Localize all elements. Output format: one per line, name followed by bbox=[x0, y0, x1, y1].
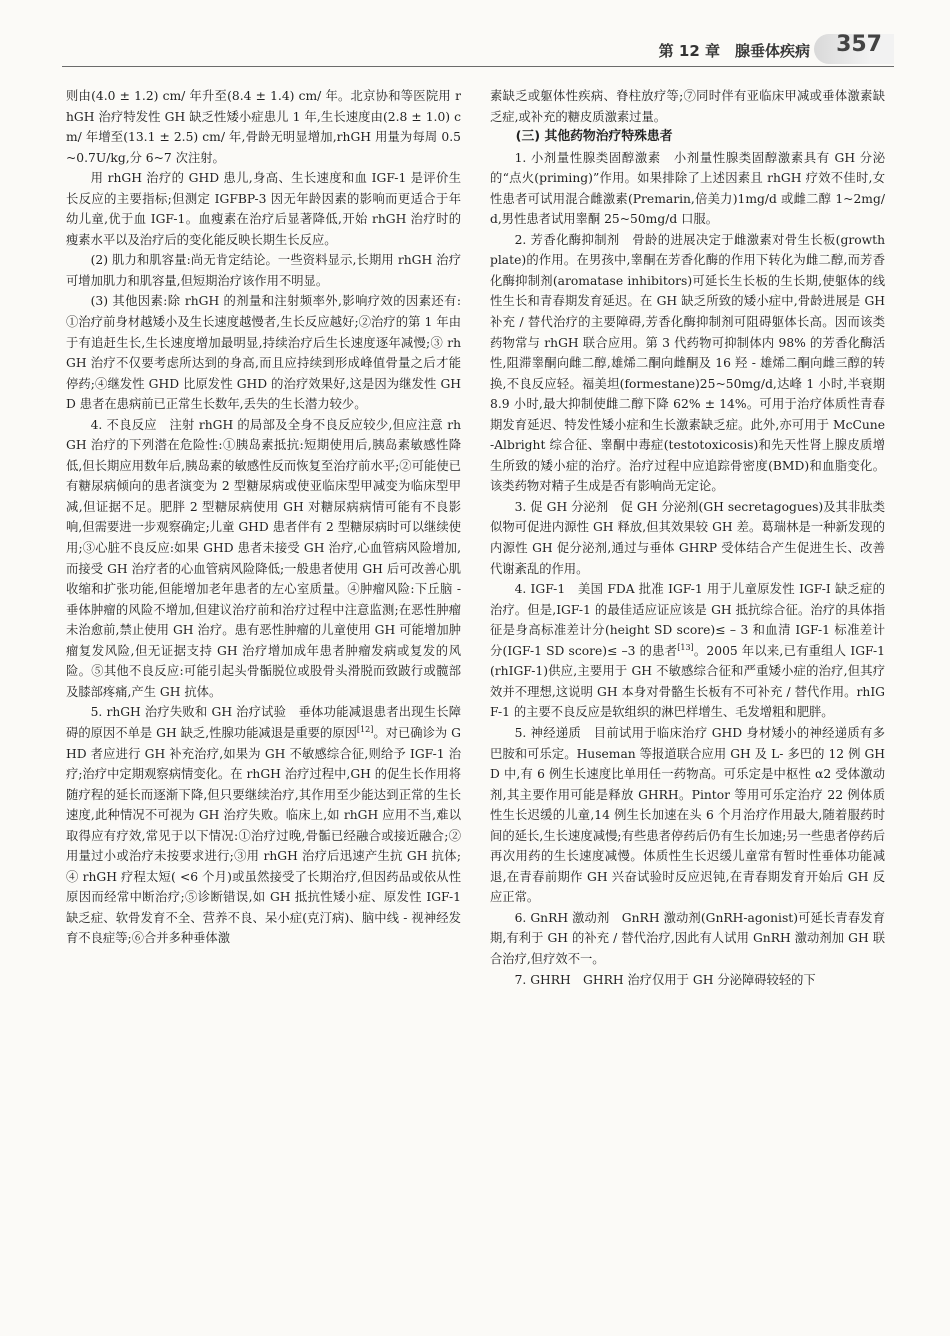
paragraph bbox=[66, 702, 461, 949]
paragraph: 5. 神经递质 目前试用于临床治疗 GHD 身材矮小的神经递质有多巴胺和可乐定。Huseman 等报道联合应用 GH 及 L- 多巴的 12 例 GHD 中,有 6 例生长速度比单用任一药物高。可乐定是中枢性 α2 受体激动剂,其主要作用可能是释放 GHRH。Pintor 等用可乐定治疗 22 例体质性生长迟缓的儿童,14 例生长加速在头 6 个月治疗作用最大,随着服药时间的延长,生长速度减慢;有些患者停药后仍有生长加速;另一些患者停药后再次用药的生长速度减慢。体质性生长迟缓儿童常有暂时性垂体功能减退,在青春前期作 GH 兴奋试验时反应迟钝,在青春期发育开始后 GH 反应正常。 bbox=[490, 725, 885, 905]
paragraph: 用 rhGH 治疗的 GHD 患儿,身高、生长速度和血 IGF-1 是评价生长反应的主要指标;但测定 IGFBP-3 因无年龄因素的影响而更适合于年幼儿童,优于血 IGF-1。血瘦素在治疗后显著降低,开始 rhGH 治疗时的瘦素水平以及治疗后的变化能反映长期生长反应。 bbox=[66, 171, 461, 247]
paragraph-text: 5. rhGH 治疗失败和 GH 治疗试验 垂体功能减退患者出现生长障碍的原因不单是 GH 缺乏,性腺功能减退是重要的原因 bbox=[66, 705, 461, 740]
citation-ref: [12] bbox=[356, 724, 374, 734]
paragraph: 4. 不良反应 注射 rhGH 的局部及全身不良反应较少,但应注意 rhGH 治疗的下列潜在危险性:①胰岛素抵抗:短期使用后,胰岛素敏感性降低,但长期应用数年后,胰岛素的敏感性反而恢复至治疗前水平;②可能使已有糖尿病倾向的患者演变为 2 型糖尿病或使亚临床型甲减变为临床型甲减,但证据不足。肥胖 2 型糖尿病使用 GH 对糖尿病病情可能有不良影响,但需要进一步观察确定;儿童 GHD 患者伴有 2 型糖尿病时可以继续使用;③心脏不良反应:如果 GHD 患者未接受 GH 治疗,心血管病风险增加,而接受 GH 治疗者的心血管病风险降低;一般患者使用 GH 后可改善心肌收缩和扩张功能,但能增加老年患者的左心室质量。④肿瘤风险:下丘脑 - 垂体肿瘤的风险不增加,但建议治疗前和治疗过程中注意监测;在恶性肿瘤未治愈前,禁止使用 GH 治疗。患有恶性肿瘤的儿童使用 GH 可能增加肿瘤复发风险,但无证据支持 GH 治疗增加成年患者肿瘤发病或复发的风险。⑤其他不良反应:可能引起头骨骺脱位或股骨头滑脱而致跛行或髋部及膝部疼痛,产生 GH 抗体。 bbox=[66, 417, 461, 699]
page-number: 357 bbox=[836, 32, 882, 57]
section-heading: (三) 其他药物治疗特殊患者 bbox=[515, 129, 673, 145]
paragraph: 素缺乏或躯体性疾病、脊柱放疗等;⑦同时伴有亚临床甲减或垂体激素缺乏症,或补充的糖皮质激素过量。 bbox=[490, 89, 885, 124]
left-column bbox=[66, 86, 461, 949]
paragraph bbox=[490, 579, 885, 723]
running-header bbox=[62, 30, 894, 70]
right-column bbox=[490, 86, 885, 990]
paragraph: 3. 促 GH 分泌剂 促 GH 分泌剂(GH secretagogues)及其非肽类似物可促进内源性 GH 释放,但其效果较 GH 差。葛瑞林是一种新发现的内源性 GH 促分泌剂,通过与垂体 GHRP 受体结合产生促进生长、改善代谢紊乱的作用。 bbox=[490, 499, 885, 576]
paragraph: 1. 小剂量性腺类固醇激素 小剂量性腺类固醇激素具有 GH 分泌的“点火(priming)”作用。如果排除了上述因素且 rhGH 疗效不佳时,女性患者可试用混合雌激素(Premarin,倍美力)1mg/d 或雌二醇 1~2mg/d,男性患者试用睾酮 25~50mg/d 口服。 bbox=[490, 150, 885, 227]
paragraph: 6. GnRH 激动剂 GnRH 激动剂(GnRH-agonist)可延长青春发育期,有利于 GH 的补充 / 替代治疗,因此有人试用 GnRH 激动剂加 GH 联合治疗,但疗效不一。 bbox=[490, 910, 885, 966]
paragraph-text: 。2005 年以来,已有重组人 IGF-1(rhIGF-1)供应,主要用于 GH 不敏感综合征和严重矮小症的治疗,但其疗效并不理想,这说明 GH 本身对骨骼生长板有不可补充 / 替代作用。rhIGF-1 的主要不良反应是软组织的淋巴样增生、毛发增粗和肥胖。 bbox=[490, 643, 885, 720]
citation-ref: [13] bbox=[677, 642, 694, 652]
paragraph: 则由(4.0 ± 1.2) cm/ 年升至(8.4 ± 1.4) cm/ 年。北京协和等医院用 rhGH 治疗特发性 GH 缺乏性矮小症患儿 1 年,生长速度由(2.8 ± 1.0) cm/ 年增至(13.1 ± 2.5) cm/ 年,骨龄无明显增加,rhGH 用量为每周 0.5~0.7U/kg,分 6~7 次注射。 bbox=[66, 89, 461, 165]
header-rule bbox=[62, 66, 894, 67]
paragraph: 7. GHRH GHRH 治疗仅用于 GH 分泌障碍较轻的下 bbox=[514, 972, 816, 987]
chapter-title: 第 12 章 腺垂体疾病 bbox=[658, 42, 810, 60]
paragraph: (3) 其他因素:除 rhGH 的剂量和注射频率外,影响疗效的因素还有:①治疗前身材越矮小及生长速度越慢者,生长反应越好;②治疗的第 1 年由于有追赶生长,生长速度增加最明显,持续治疗后生长速度逐年减慢;③ rhGH 治疗不仅要考虑所达到的身高,而且应持续到形成峰值骨量之后才能停药;④继发性 GHD 比原发性 GHD 的治疗效果好,这是因为继发性 GHD 患者在患病前已正常生长数年,丢失的生长潜力较少。 bbox=[66, 294, 461, 412]
paragraph: (2) 肌力和肌容量:尚无肯定结论。一些资料显示,长期用 rhGH 治疗可增加肌力和肌容量,但短期治疗该作用不明显。 bbox=[66, 253, 461, 288]
paragraph-text: 4. IGF-1 美国 FDA 批准 IGF-1 用于儿童原发性 IGF-I 缺乏症的治疗。但是,IGF-1 的最佳适应证应该是 GH 抵抗综合征。治疗的具体指征是身高标准差计分(height SD score)≤ – 3 和血清 IGF-1 标准差计分(IGF-1 SD score)≤ –3 的患者 bbox=[490, 582, 885, 658]
paragraph: 2. 芳香化酶抑制剂 骨龄的进展决定于雌激素对骨生长板(growth plate)的作用。在男孩中,睾酮在芳香化酶的作用下转化为雌二醇,而芳香化酶抑制剂(aromatase inhibitors)可延长生长板的生长期,使躯体的线性生长和青春期发育延迟。在 GH 缺乏所致的矮小症中,骨龄进展是 GH 补充 / 替代治疗的主要障碍,芳香化酶抑制剂可阻碍躯体长高。因而该类药物常与 rhGH 联合应用。第 3 代药物可抑制体内 98% 的芳香化酶活性,阻滞睾酮向雌二醇,雄烯二酮向雌酮及 16 羟 - 雄烯二酮向雌三醇的转换,不良反应轻。福美坦(formestane)25~50mg/d,达峰 1 小时,半衰期 8.9 小时,最大抑制使雌二醇下降 62% ± 14%。可用于治疗体质性青春期发育延迟、特发性矮小症和生长激素缺乏症。此外,亦可用于 McCune-Albright 综合征、睾酮中毒症(testotoxicosis)和先天性肾上腺皮质增生所致的矮小症的治疗。治疗过程中应追踪骨密度(BMD)和血脂变化。该类药物对精子生成是否有影响尚无定论。 bbox=[490, 232, 885, 494]
paragraph-text: 。对已确诊为 GHD 者应进行 GH 补充治疗,如果为 GH 不敏感综合征,则给予 IGF-1 治疗;治疗中定期观察病情变化。在 rhGH 治疗过程中,GH 的促生长作用将随疗程的延长而逐渐下降,但只要继续治疗,其作用至少能达到正常的生长速度,此种情况不可视为 GH 治疗失败。临床上,如 rhGH 应用不当,难以取得应有疗效,常见于以下情况:①治疗过晚,骨骺已经融合或接近融合;②用量过小或治疗未按要求进行;③用 rhGH 治疗后迅速产生抗 GH 抗体;④ rhGH 疗程太短( <6 个月)或虽然接受了长期治疗,但因药品或依从性原因而经常中断治疗;⑤诊断错误,如 GH 抵抗性矮小症、原发性 IGF-1 缺乏症、软骨发育不全、营养不良、呆小症(克汀病)、脑中线 - 视神经发育不良症等;⑥合并多种垂体激 bbox=[66, 725, 461, 946]
